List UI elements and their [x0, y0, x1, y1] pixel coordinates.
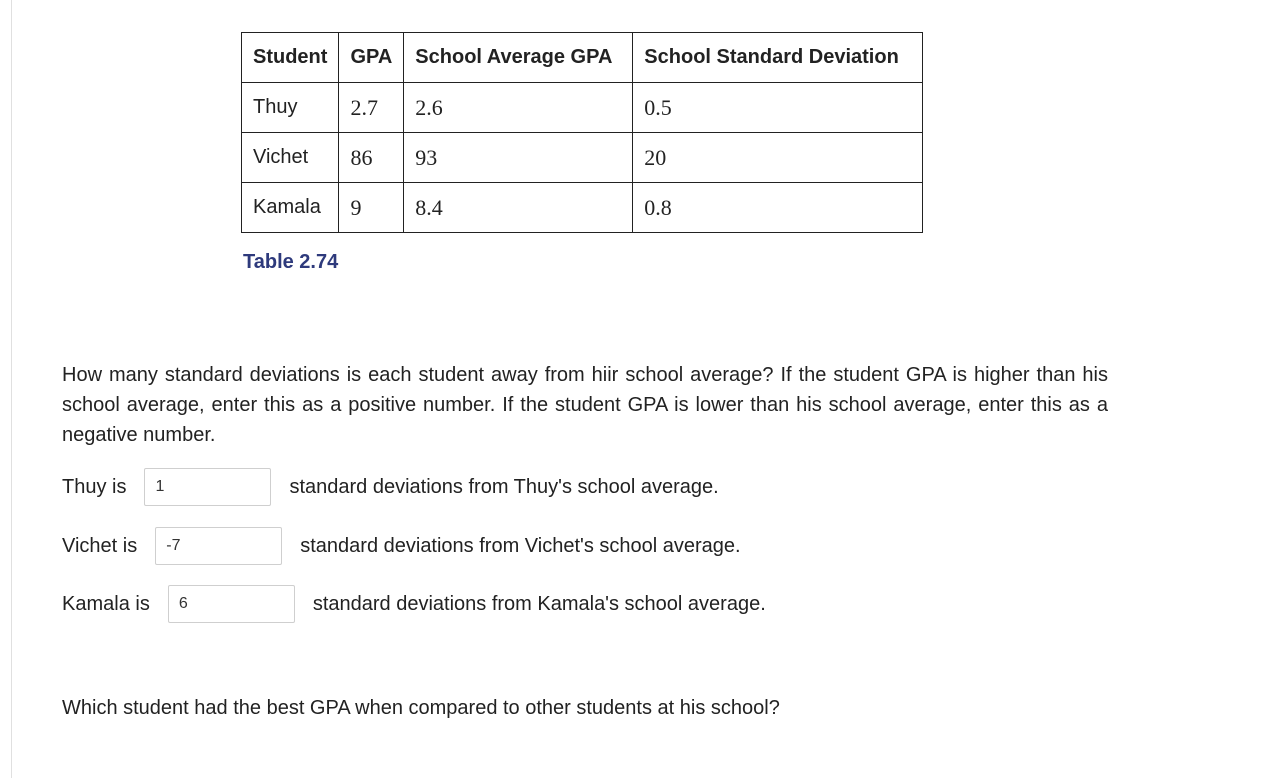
table-row: [242, 183, 923, 233]
question-text: How many standard deviations is each student away from hiir school average? If the student GPA is higher than his school average, enter this as a positive number. If the student GPA is lower than his school average, enter this as a negative number.: [62, 364, 1108, 446]
school-sd-cell: 20: [633, 133, 923, 183]
school-sd-cell: 0.8: [633, 183, 923, 233]
school-average-cell: 93: [404, 133, 633, 183]
answer-suffix: standard deviations from Thuy's school average.: [289, 475, 719, 498]
thuy-answer-input[interactable]: [144, 468, 271, 506]
table-header-row: [242, 33, 923, 83]
table-row: [242, 133, 923, 183]
gpa-cell: 86: [339, 133, 404, 183]
header-student: Student: [242, 33, 339, 83]
school-average-cell: 2.6: [404, 83, 633, 133]
answer-row-thuy: [62, 468, 719, 506]
vichet-answer-input[interactable]: [155, 527, 282, 565]
school-sd-cell: 0.5: [633, 83, 923, 133]
school-average-cell: 8.4: [404, 183, 633, 233]
student-name-cell: Vichet: [242, 133, 339, 183]
answer-suffix: standard deviations from Vichet's school average.: [300, 534, 741, 557]
answer-label: Vichet is: [62, 534, 138, 557]
header-school-average-gpa: School Average GPA: [404, 33, 633, 83]
answer-label: Kamala is: [62, 592, 150, 615]
gpa-cell: 9: [339, 183, 404, 233]
header-gpa: GPA: [339, 33, 404, 83]
final-question-text: Which student had the best GPA when compared to other students at his school?: [62, 697, 780, 719]
answer-suffix: standard deviations from Kamala's school average.: [312, 592, 766, 615]
answer-row-kamala: [62, 585, 766, 623]
kamala-answer-input[interactable]: [168, 585, 295, 623]
answer-label: Thuy is: [62, 475, 127, 498]
table-caption: Table 2.74: [243, 251, 339, 273]
gpa-table: [241, 32, 923, 233]
header-school-standard-deviation: School Standard Deviation: [633, 33, 923, 83]
left-border-line: [11, 0, 12, 778]
gpa-cell: 2.7: [339, 83, 404, 133]
answer-row-vichet: [62, 527, 741, 565]
student-name-cell: Kamala: [242, 183, 339, 233]
table-row: [242, 83, 923, 133]
student-name-cell: Thuy: [242, 83, 339, 133]
